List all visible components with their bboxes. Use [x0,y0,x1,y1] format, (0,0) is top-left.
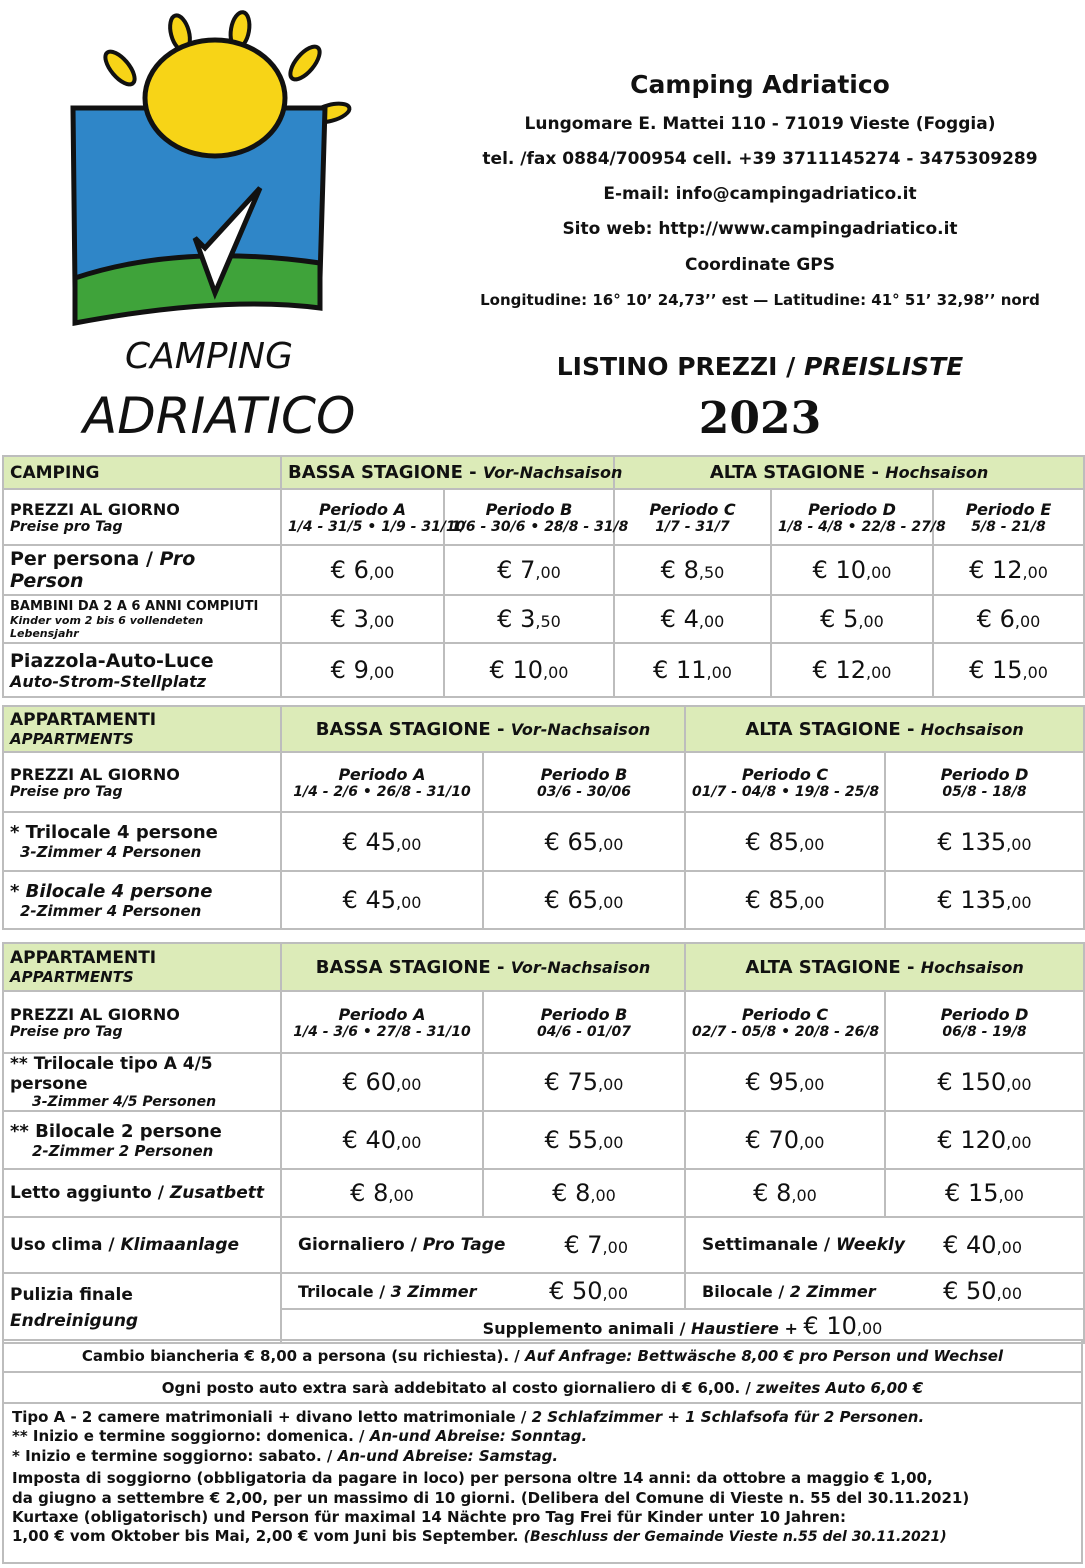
period-a: Periodo A 1/4 - 2/6 • 26/8 - 31/10 [281,752,483,812]
price-cell: € 12,00 [933,545,1084,595]
camping-name: Camping Adriatico [630,70,890,99]
price-cell: € 8,00 [685,1169,885,1217]
price-cell: € 8,00 [483,1169,685,1217]
period-a: Periodo A 1/4 - 3/6 • 27/8 - 31/10 [281,991,483,1053]
apartments-title: APPARTAMENTI APPARTMENTS [3,706,281,752]
price-cell: € 95,00 [685,1053,885,1111]
period-c: Periodo C 1/7 - 31/7 [614,489,771,545]
bassa-stagione: BASSA STAGIONE - Vor-Nachsaison [281,456,614,489]
prezzi-al-giorno: PREZZI AL GIORNO Preise pro Tag [3,489,281,545]
period-b: Periodo B 1/6 - 30/6 • 28/8 - 31/8 [444,489,614,545]
price-cell: € 15,00 [933,643,1084,697]
prezzi-al-giorno: PREZZI AL GIORNO Preise pro Tag [3,991,281,1053]
price-cell: € 6,00 [281,545,444,595]
table-row [3,545,1084,595]
listino-title: LISTINO PREZZI / PREISLISTE [556,352,964,381]
price-cell: € 55,00 [483,1111,685,1169]
price-cell: € 85,00 [685,812,885,871]
price-cell: € 8,00 [281,1169,483,1217]
apartments-title: APPARTAMENTI APPARTMENTS [3,943,281,991]
price-cell: € 5,00 [771,595,933,643]
price-cell: € 70,00 [685,1111,885,1169]
price-cell: € 9,00 [281,643,444,697]
gps-coordinates: Longitudine: 16° 10’ 24,73’’ est — Latitudine: 41° 51’ 32,98’’ nord [480,291,1040,309]
footer-line: Kurtaxe (obligatorisch) und Person für maximal 14 Nächte pro Tag Frei für Kinder unter 10 Jahren: [12,1508,846,1527]
prezzi-al-giorno: PREZZI AL GIORNO Preise pro Tag [3,752,281,812]
table-row [3,643,1084,697]
period-b: Periodo B 03/6 - 30/06 [483,752,685,812]
address: Lungomare E. Mattei 110 - 71019 Vieste (Foggia) [524,114,996,134]
clima-weekly: Settimanale / Weekly € 40,00 [685,1217,1084,1273]
price-cell: € 3,50 [444,595,614,643]
period-c: Periodo C 02/7 - 05/8 • 20/8 - 26/8 [685,991,885,1053]
logo-line1: CAMPING [125,336,293,377]
price-cell: € 135,00 [885,871,1084,929]
period-d: Periodo D 06/8 - 19/8 [885,991,1084,1053]
price-cell: € 7,00 [444,545,614,595]
row-label: Piazzola-Auto-Luce Auto-Strom-Stellplatz [3,643,281,697]
row-label: * Bilocale 4 persone 2-Zimmer 4 Personen [3,871,281,929]
price-cell: € 8,50 [614,545,771,595]
bassa-stagione: BASSA STAGIONE - Vor-Nachsaison [281,706,685,752]
footer-line: * Inizio e termine soggiorno: sabato. / An-und Abreise: Samstag. [12,1446,559,1465]
price-cell: € 150,00 [885,1053,1084,1111]
letto-aggiunto-label: Letto aggiunto / Zusatbett [3,1169,281,1217]
table-row [3,595,1084,643]
row-label: * Trilocale 4 persone 3-Zimmer 4 Personen [3,812,281,871]
footer-notes [2,1402,1083,1564]
price-cell: € 85,00 [685,871,885,929]
price-cell: € 6,00 [933,595,1084,643]
camping-adriatico-logo [55,8,385,448]
apartments-price-table-2 [2,942,1085,1344]
bassa-stagione: BASSA STAGIONE - Vor-Nachsaison [281,943,685,991]
price-cell: € 15,00 [885,1169,1084,1217]
price-cell: € 3,00 [281,595,444,643]
table-row [3,812,1084,871]
footer-line: 1,00 € vom Oktober bis Mai, 2,00 € vom Juni bis September. (Beschluss der Gemainde Vieste n.55 del 30.11.2021) [12,1527,947,1546]
camping-price-table [2,455,1085,698]
price-cell: € 45,00 [281,812,483,871]
year: 2023 [698,393,822,444]
pulizia-trilocale: Trilocale / 3 Zimmer € 50,00 [281,1273,685,1309]
table-row [3,1053,1084,1111]
table-row [3,1169,1084,1217]
period-a: Periodo A 1/4 - 31/5 • 1/9 - 31/10 [281,489,444,545]
table-row [3,1111,1084,1169]
table-row [3,871,1084,929]
period-e: Periodo E 5/8 - 21/8 [933,489,1084,545]
period-d: Periodo D 05/8 - 18/8 [885,752,1084,812]
website: Sito web: http://www.campingadriatico.it [562,219,958,239]
price-cell: € 40,00 [281,1111,483,1169]
price-cell: € 10,00 [444,643,614,697]
alta-stagione: ALTA STAGIONE - Hochsaison [685,706,1084,752]
footer-line: Tipo A - 2 camere matrimoniali + divano letto matrimoniale / 2 Schlafzimmer + 1 Schlafsofa für 2 Personen. [12,1408,925,1426]
table-row [3,1217,1084,1273]
logo-line2: ADRIATICO [83,387,356,445]
period-b: Periodo B 04/6 - 01/07 [483,991,685,1053]
price-cell: € 12,00 [771,643,933,697]
footer-line: da giugno a settembre € 2,00, per un massimo di 10 giorni. (Delibera del Comune di Vieste n. 55 del 30.11.2021) [12,1488,970,1507]
uso-clima-label: Uso clima / Klimaanlage [3,1217,281,1273]
supplemento-animali: Supplemento animali / Haustiere + € 10,00 [281,1309,1084,1343]
price-cell: € 65,00 [483,871,685,929]
price-cell: € 135,00 [885,812,1084,871]
alta-stagione: ALTA STAGIONE - Hochsaison [685,943,1084,991]
period-c: Periodo C 01/7 - 04/8 • 19/8 - 25/8 [685,752,885,812]
period-d: Periodo D 1/8 - 4/8 • 22/8 - 27/8 [771,489,933,545]
gps-title: Coordinate GPS [684,255,836,275]
price-cell: € 60,00 [281,1053,483,1111]
price-cell: € 10,00 [771,545,933,595]
price-cell: € 75,00 [483,1053,685,1111]
footer-line: ** Inizio e termine soggiorno: domenica. / An-und Abreise: Sonntag. [12,1427,588,1446]
biancheria-note: Cambio biancheria € 8,00 a persona (su richiesta). / Auf Anfrage: Bettwäsche 8,00 € pro Person und Wechsel [2,1339,1083,1373]
phone: tel. /fax 0884/700954 cell. +39 3711145274 - 3475309289 [482,149,1038,169]
pulizia-bilocale: Bilocale / 2 Zimmer € 50,00 [685,1273,1084,1309]
alta-stagione: ALTA STAGIONE - Hochsaison [614,456,1084,489]
price-cell: € 65,00 [483,812,685,871]
clima-daily: Giornaliero / Pro Tage € 7,00 [281,1217,685,1273]
row-label: BAMBINI DA 2 A 6 ANNI COMPIUTI Kinder vom 2 bis 6 vollendeten Lebensjahr [3,595,281,643]
camping-title: CAMPING [3,456,281,489]
price-cell: € 45,00 [281,871,483,929]
price-cell: € 4,00 [614,595,771,643]
apartments-price-table-1 [2,705,1085,930]
row-label: ** Trilocale tipo A 4/5 persone 3-Zimmer 4/5 Personen [3,1053,281,1111]
price-cell: € 120,00 [885,1111,1084,1169]
email: E-mail: info@campingadriatico.it [603,184,917,204]
auto-extra-note: Ogni posto auto extra sarà addebitato al costo giornaliero di € 6,00. / zweites Auto 6,00 € [2,1371,1083,1404]
price-cell: € 11,00 [614,643,771,697]
pulizia-finale-label: Pulizia finale Endreinigung [3,1273,281,1343]
footer-line: Imposta di soggiorno (obbligatoria da pagare in loco) per persona oltre 14 anni: da ottobre a maggio € 1,00, [12,1469,933,1488]
row-label: Per persona / Pro Person [3,545,281,595]
row-label: ** Bilocale 2 persone 2-Zimmer 2 Personen [3,1111,281,1169]
